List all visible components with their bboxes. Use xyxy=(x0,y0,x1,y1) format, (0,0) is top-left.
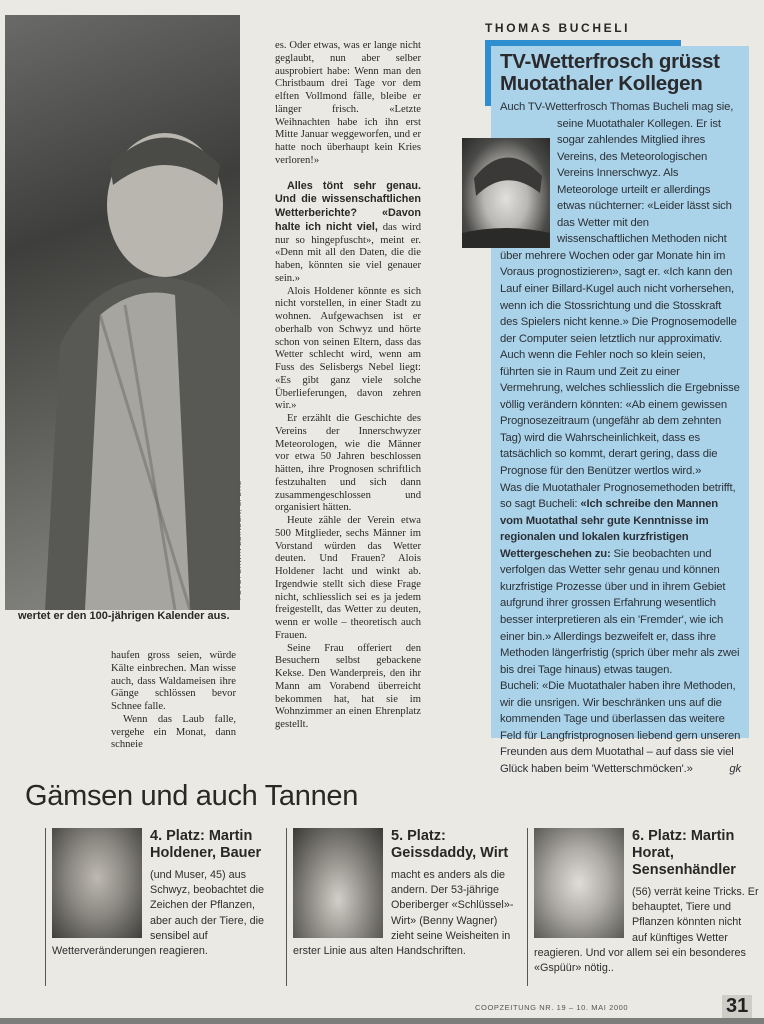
author-signature: gk xyxy=(729,762,741,775)
card-title: 6. Platz: Martin Horat, Sensenhändler xyxy=(632,828,736,878)
paragraph-text: das wird nur so hingepfuscht», meint er. «Denn mit all den Daten, die die haben, könnten sie viel genauer sein.» xyxy=(275,221,421,284)
card-text: macht es anders als die andern. Der 53-jährige Oberiberger «Schlüssel»-Wirt» (Benny Wagner) zieht seine Weisheiten in erster Linie aus alten Handschriften. xyxy=(293,869,514,958)
paragraph: es. Oder etwas, was er lange nicht geglaubt, nun aber selber ausprobiert habe: Wenn man den Christbaum drei Tage vor dem elften Vollmond fälle, bleibe er länger frisch. «Letzte Weihnachten habe ich ihn erst Mitte Januar weggeworfen, und er hatte noch überhaupt kein Kries verloren!» xyxy=(275,40,421,166)
card-title: 5. Platz: Geissdaddy, Wirt xyxy=(391,828,509,861)
paragraph-with-quote xyxy=(500,480,741,679)
bold-quote: «Ich schreibe den Mannen vom Muotathal sehr gute Kenntnisse im regionalen und lokalen kurzfristigen Wettergeschehen zu: xyxy=(500,498,718,560)
horat-photo xyxy=(534,828,624,938)
photo-credit: FOTO: ERWIN ZBINDEN, SFDRS xyxy=(236,480,243,600)
paragraph: Seine Frau offeriert den Besuchern selbst gebackene Kekse. Den Wanderpreis, den ihr Mann am Vorabend überreicht bekommen hat, hat sie im Wohnzimmer an einen Ehrenplatz gestellt. xyxy=(275,642,421,730)
paragraph-text: Bucheli: «Die Muotathaler haben ihre Methoden, wir die unsrigen. Wir beschränken uns auf die kommenden Tage und überlassen das weitere Feld für Langfristprognosen liebend gern unseren Freunden aus dem Muotathal – auf dass sie viel Glück haben beim 'Wetterschmöcken'.» xyxy=(500,680,741,775)
ranking-card-5 xyxy=(286,828,518,986)
paragraph: Er erzählt die Geschichte des Vereins der Innerschwyzer Meteorologen, wie die Männer vor etwa 50 Jahren beschlossen hätten, ihre Prognosen schriftlich festzuhalten und sich dann zusammengeschlossen und organisiert hätten. xyxy=(275,413,421,514)
paragraph-text: Sie beobachten und verfolgen das Wetter sehr genau und können kurzfristige Prozesse über und in ihrem Gebiet aufgrund ihrer grossen Erfahrung wesentlich besser interpretieren als ein 'Fremder', wie ich einer bin.» Allerdings bezweifelt er, dass ihre Methoden längerfristig (sprich über mehr als zwei bis drei Tage hinaus) etwas taugen. xyxy=(500,547,740,676)
bold-lead: Alles tönt sehr genau. Und die wissenschaftlichen Wetterberichte? «Davon halte ich nicht viel, xyxy=(275,179,421,233)
paragraph: Alois Holdener könnte es sich nicht vorstellen, in einer Stadt zu wohnen. Aufgewachsen ist er oberhalb von Schwyz und hörte schon von seinen Eltern, dass das Wetter schlecht wird, wenn am Fuss des Selisbergs Nebel liegt: «Es gibt ganz viele solche Überlieferungen, davon zehren wir.» xyxy=(275,285,421,412)
bucheli-photo xyxy=(462,138,550,248)
page-number: 31 xyxy=(722,995,752,1018)
card-text: (56) verrät keine Tricks. Er behauptet, Tiere und Pflanzen könnten nicht auf künftiges Wetter reagieren. Und vor allem sei ein besonderes «Gspüür» nötig.. xyxy=(534,886,759,975)
section-title: Gämsen und auch Tannen xyxy=(25,780,359,812)
paragraph: haufen gross seien, würde Kälte einbrechen. Man wisse auch, dass Waldameisen ihre Gänge schlössen bevor Schnee falle. xyxy=(111,650,236,712)
bucheli-portrait-illustration xyxy=(462,138,550,248)
ranking-card-4 xyxy=(45,828,277,986)
man-portrait-illustration xyxy=(5,15,240,610)
sidebar-title: TV-Wetterfrosch grüsst Muotathaler Kollegen xyxy=(500,50,720,95)
scan-edge xyxy=(0,1018,764,1024)
sidebar-kicker: THOMAS BUCHELI xyxy=(485,21,631,35)
ranking-card-6 xyxy=(527,828,759,986)
paragraph: Heute zähle der Verein etwa 500 Mitglieder, sechs Männer im Vorstand würden das Wetter deuten. Und Frauen? Alois Holdener lacht und winkt ab. Irgendwie stellt sich diese Frage nicht, schliesslich sei es ja jedem freigestellt, das Wetter zu deuten, wenn er wolle – theoretisch auch Frauen. xyxy=(275,515,421,641)
photo-caption: wertet er den 100-jährigen Kalender aus. xyxy=(18,610,230,622)
paragraph-text: Was die Muotathaler Prognosemethoden betrifft, so sagt Bucheli: xyxy=(500,481,736,511)
main-photo xyxy=(5,15,240,610)
paragraph: Auch TV-Wetterfrosch Thomas Bucheli mag sie, seine Muotathaler Kollegen. Er ist sogar zahlendes Mitglied ihres Vereins, des Meteorologischen Vereins Innerschwyz. Als Meteorologe urteilt er allerdings etwas nüchterner: «Leider lässt sich das Wetter mit den wissenschaftlichen Methoden nicht über mehrere Wochen oder gar Monate hin im Voraus prognostizieren», sagt er. «Ich kann den Lauf einer Billard-Kugel auch nicht vorhersehen, wenn ich die Stossrichtung und die Stosskraft des Spielers nicht kenne.» Die Prognosemodelle der Computer seien letztlich nur approximativ. Auch wenn die Fehler noch so klein seien, führten sie in Raum und Zeit zu einer Vermehrung, welches schliesslich die Ergebnisse völlig verändern könnten: «Ab einem gewissen Prognosezeitraum (ungefähr ab dem zehnten Tag) wird die Wahrscheinlichkeit, dass es tatsächlich so kommt, derart gering, dass die Prognose für den Benützer wertlos wird.» xyxy=(500,101,740,478)
card-title: 4. Platz: Martin Holdener, Bauer xyxy=(150,828,262,861)
paragraph-with-lead xyxy=(275,180,421,286)
paragraph: Wenn das Laub falle, vergehe ein Monat, dann schneie xyxy=(111,713,236,751)
card-text: (und Muser, 45) aus Schwyz, beobachtet die Zeichen der Pflanzen, aber auch der Tiere, die sensibel auf Wetterveränderungen reagieren. xyxy=(52,869,265,958)
paragraph xyxy=(500,678,741,777)
publication-footer: COOPZEITUNG NR. 19 – 10. MAI 2000 xyxy=(475,1003,629,1012)
geissdaddy-photo xyxy=(293,828,383,938)
holdener-photo xyxy=(52,828,142,938)
article-column-3 xyxy=(275,40,421,732)
article-column-2 xyxy=(111,650,236,752)
